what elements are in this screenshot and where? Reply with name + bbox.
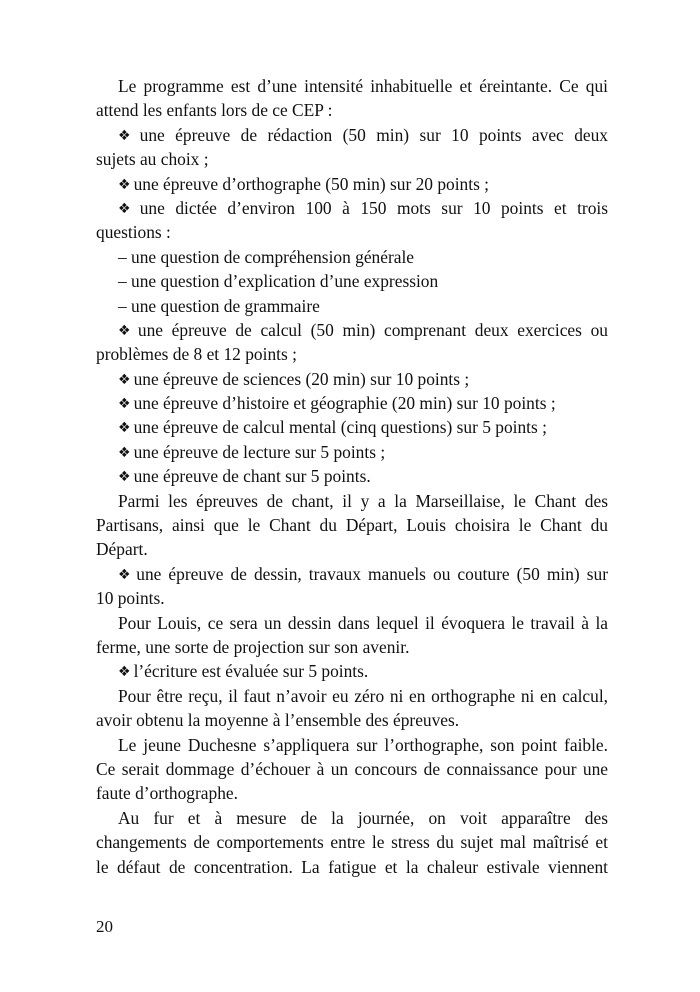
text-line: Partisans, ainsi que le Chant du Départ, Louis choisira le Chant du	[96, 515, 608, 536]
diamond-bullet-icon: ❖	[118, 566, 134, 583]
diamond-bullet-icon: ❖	[118, 420, 131, 437]
bullet-line: ❖ une épreuve de rédaction (50 min) sur 10 points avec deux	[118, 124, 608, 145]
bullet-line: ❖ une épreuve d’histoire et géographie (20 min) sur 10 points ;	[118, 393, 556, 414]
diamond-bullet-icon: ❖	[118, 176, 131, 193]
bullet-line: ❖ une épreuve de calcul (50 min) comprenant deux exercices ou	[118, 319, 608, 340]
text-line: le défaut de concentration. La fatigue et la chaleur estivale viennent	[96, 856, 608, 877]
bullet-line: ❖ l’écriture est évaluée sur 5 points.	[118, 661, 369, 682]
text-line: problèmes de 8 et 12 points ;	[96, 344, 297, 365]
text-line: Pour être reçu, il faut n’avoir eu zéro ni en orthographe ni en calcul,	[118, 685, 608, 706]
text-line: sujets au choix ;	[96, 149, 209, 170]
text-line: Parmi les épreuves de chant, il y a la Marseillaise, le Chant des	[118, 490, 608, 511]
bullet-line: ❖ une épreuve d’orthographe (50 min) sur 20 points ;	[118, 173, 490, 194]
text-line: questions :	[96, 222, 171, 243]
diamond-bullet-icon: ❖	[118, 200, 137, 217]
bullet-line: ❖ une épreuve de sciences (20 min) sur 10 points ;	[118, 368, 470, 389]
text-line: Pour Louis, ce sera un dessin dans lequel il évoquera le travail à la	[118, 612, 608, 633]
text-line: 10 points.	[96, 588, 165, 609]
dash-line: – une question de compréhension générale	[118, 246, 415, 267]
diamond-bullet-icon: ❖	[118, 664, 131, 681]
text-line: changements de comportements entre le stress du sujet mal maîtrisé et	[96, 832, 608, 853]
diamond-bullet-icon: ❖	[118, 396, 131, 413]
diamond-bullet-icon: ❖	[118, 371, 131, 388]
bullet-line: ❖ une épreuve de calcul mental (cinq questions) sur 5 points ;	[118, 417, 547, 438]
text-line: attend les enfants lors de ce CEP :	[96, 100, 333, 121]
text-line: Le programme est d’une intensité inhabituelle et éreintante. Ce qui	[118, 76, 608, 96]
bullet-line: ❖ une épreuve de dessin, travaux manuels ou couture (50 min) sur	[118, 563, 608, 584]
text-line: Le jeune Duchesne s’appliquera sur l’orthographe, son point faible.	[118, 734, 608, 755]
text-line: avoir obtenu la moyenne à l’ensemble des épreuves.	[96, 710, 460, 731]
page-number: 20	[96, 917, 113, 936]
diamond-bullet-icon: ❖	[118, 469, 131, 486]
page-body	[96, 74, 608, 879]
bullet-line: ❖ une dictée d’environ 100 à 150 mots sur 10 points et trois	[118, 197, 608, 218]
text-line: faute d’orthographe.	[96, 783, 238, 804]
dash-line: – une question de grammaire	[118, 295, 320, 316]
bullet-line: ❖ une épreuve de chant sur 5 points.	[118, 466, 371, 487]
text-line: Ce serait dommage d’échouer à un concours de connaissance pour une	[96, 758, 608, 779]
text-line: ferme, une sorte de projection sur son avenir.	[96, 636, 410, 657]
dash-line: – une question d’explication d’une expression	[118, 271, 439, 292]
diamond-bullet-icon: ❖	[118, 444, 131, 461]
bullet-line: ❖ une épreuve de lecture sur 5 points ;	[118, 441, 386, 462]
diamond-bullet-icon: ❖	[118, 127, 137, 144]
text-line: Au fur et à mesure de la journée, on voit apparaître des	[118, 807, 608, 828]
text-line: Départ.	[96, 539, 148, 560]
diamond-bullet-icon: ❖	[118, 322, 135, 339]
